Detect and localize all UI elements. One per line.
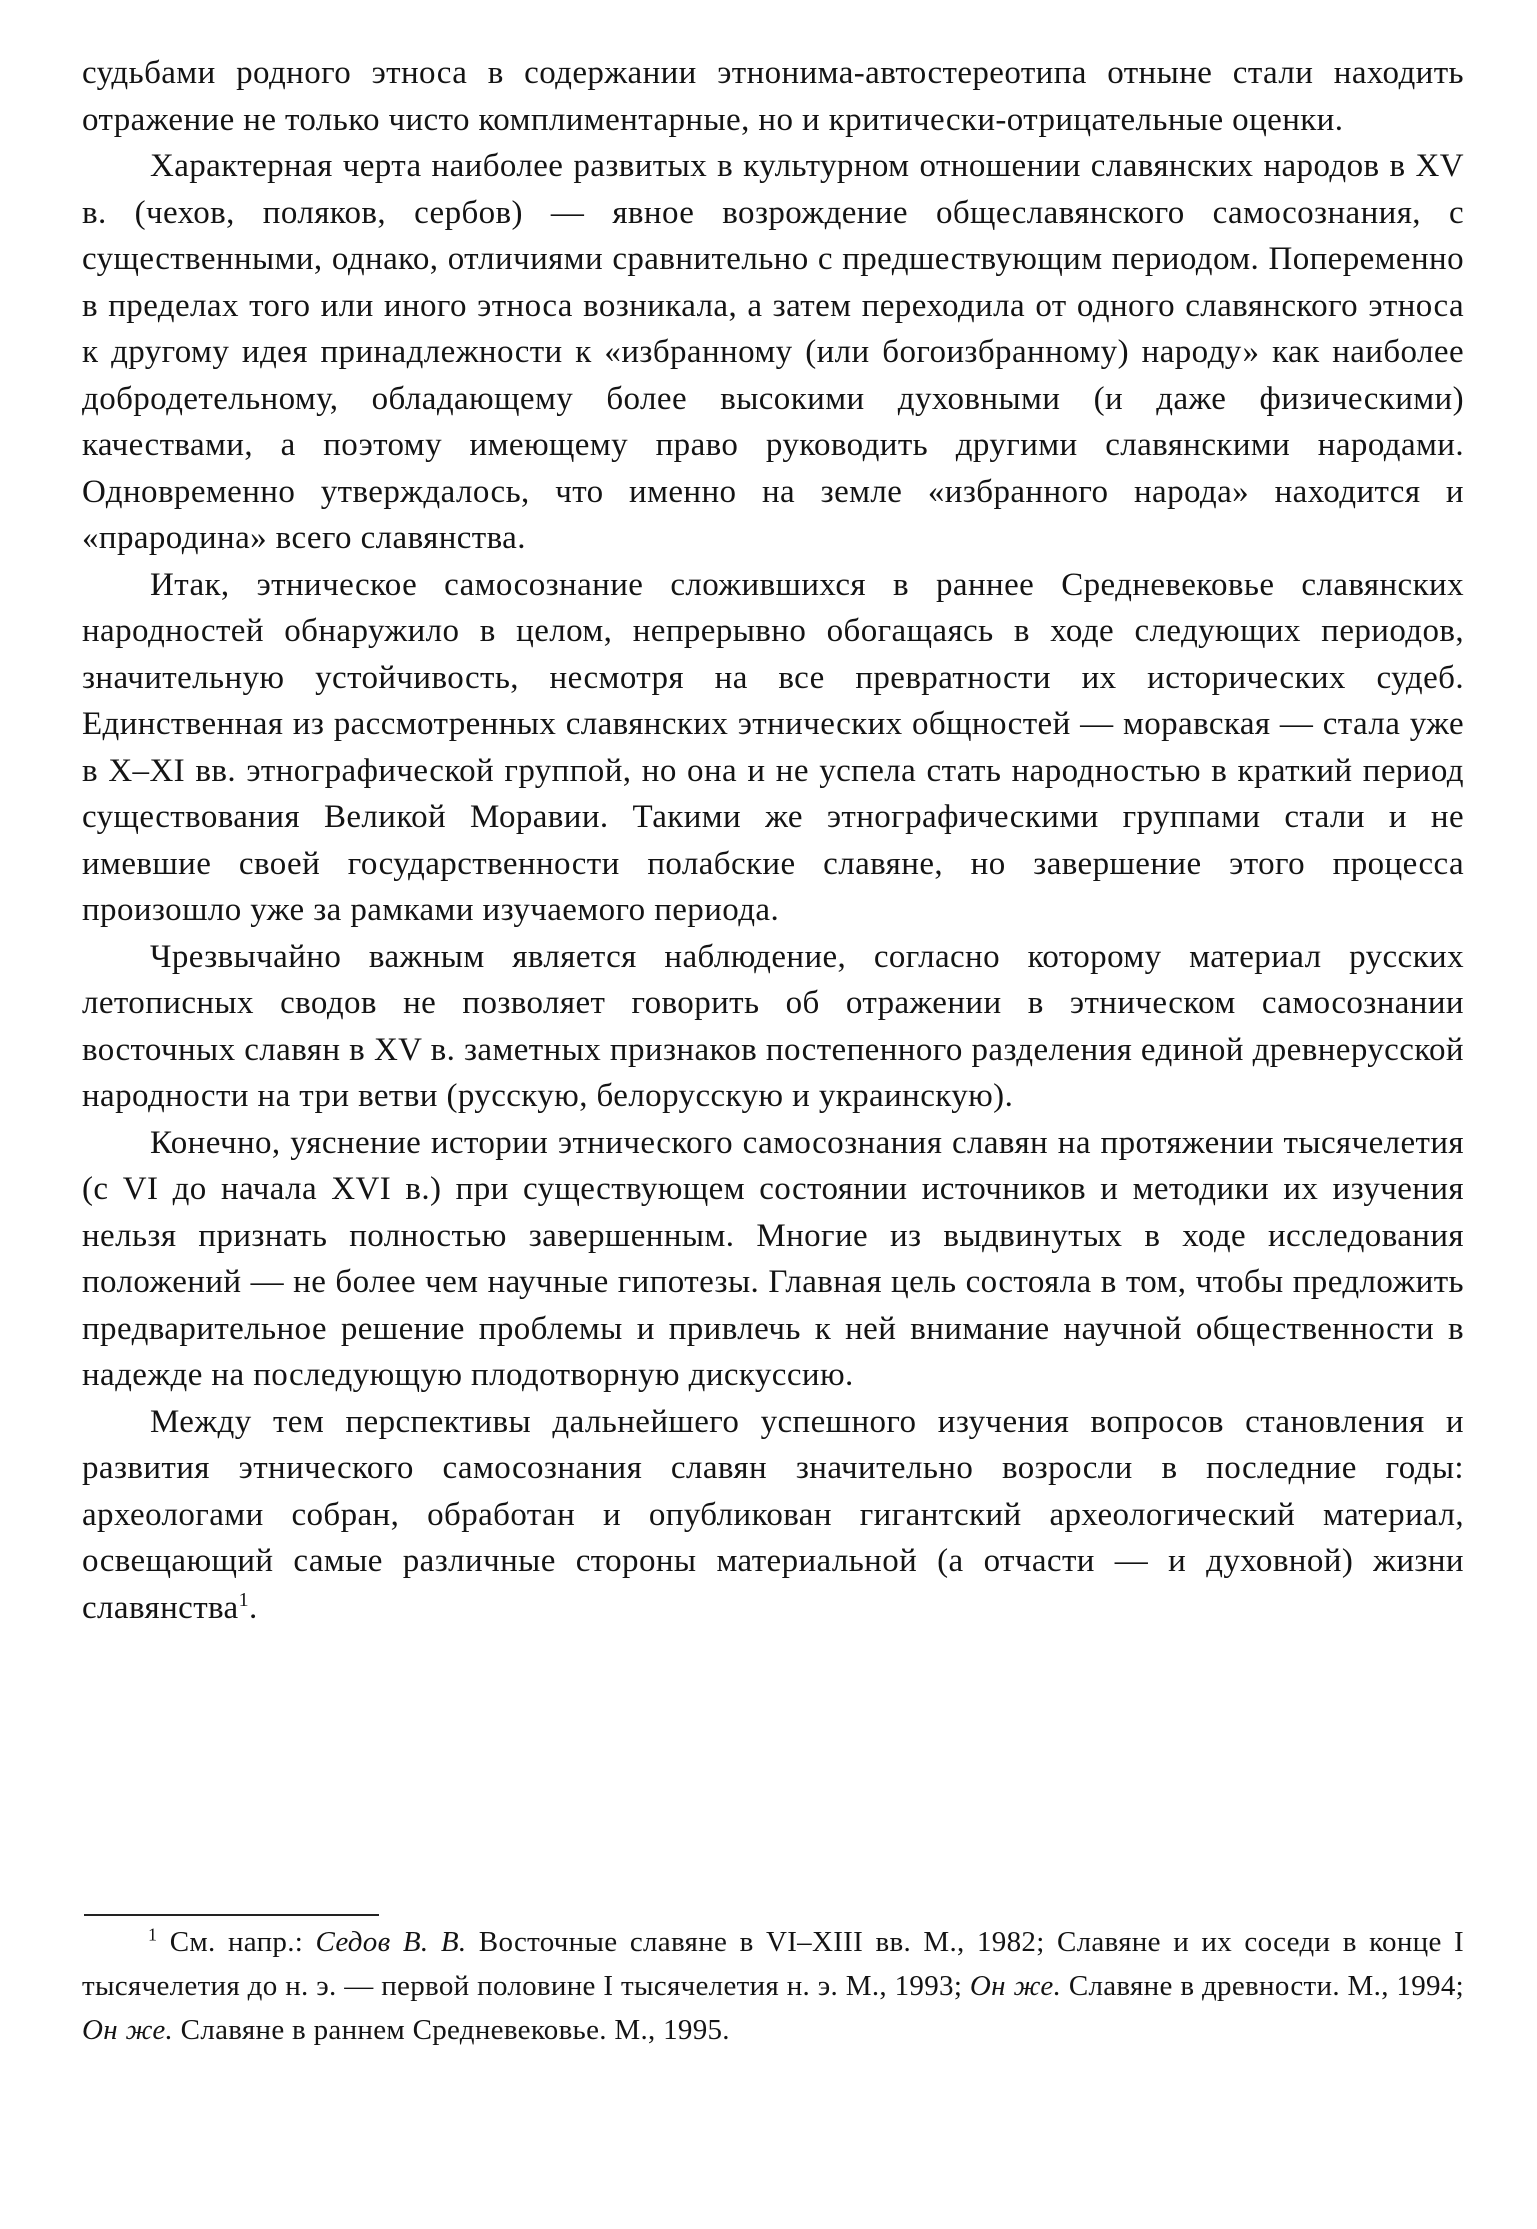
footnote-lead: См. напр.: (169, 1926, 304, 1958)
paragraph-2: Характерная черта наиболее развитых в культурном отношении славянских народов в XV в. (чехов, поляков, сербов) — явное возрождение общеславянского самосознания, с существенными, однако, отличиями сравнительно с предшествующим периодом. Попеременно в пределах того или иного этноса возникала, а затем переходила от одного славянского этноса к другому идея принадлежности к «избранному (или богоизбранному) народу» как наиболее добродетельному, обладающему более высокими духовными (и даже физическими) качествами, а поэтому имеющему право руководить другими славянскими народами. Одновременно утверждалось, что именно на земле «избранного народа» находится и «прародина» всего славянства. (82, 148, 1464, 556)
page-body (82, 50, 1464, 1631)
footnote-text-2: Славяне в древности. М., 1994; (1068, 1970, 1464, 2002)
footnote-author-2: Он же. (969, 1970, 1062, 2002)
footnote-author-1: Седов В. В. (315, 1926, 467, 1958)
footnote-text-1: Восточные славяне в VI–XIII вв. М., 1982; Славяне и их соседи в конце I тысячелетия до н. э. — первой половине I тысячелетия н. э. М., 1993; (82, 1926, 1464, 2002)
footnote-reference[interactable]: 1 (238, 1588, 250, 1611)
footnote-author-3: Он же. (82, 2014, 174, 2046)
paragraph-6: Между тем перспективы дальнейшего успешного изучения вопросов становления и развития этнического самосознания славян значительно возросли в последние годы: археологами собран, обработан и опубликован гигантский археологический материал, освещающий самые различные стороны материальной (а отчасти — и духовной) жизни славянства$^1$. (82, 1403, 1464, 1626)
paragraph-3: Итак, этническое самосознание сложившихся в раннее Средневековье славянских народностей обнаружило в целом, непрерывно обогащаясь в ходе следующих периодов, значительную устойчивость, несмотря на все превратности их исторических судеб. Единственная из рассмотренных славянских этнических общностей — моравская — стала уже в X–XI вв. этнографической группой, но она и не успела стать народностью в краткий период существования Великой Моравии. Такими же этнографическими группами стали и не имевшие своей государственности полабские славяне, но завершение этого процесса произошло уже за рамками изучаемого периода. (82, 566, 1464, 928)
footnote (82, 1920, 1464, 2052)
footnote-text-3: Славяне в раннем Средневековье. М., 1995. (180, 2014, 730, 2046)
paragraph-1: судьбами родного этноса в содержании этнонима-автостереотипа отныне стали находить отражение не только чисто комплиментарные, но и критически-отрицательные оценки. (82, 55, 1464, 138)
paragraph-5: Конечно, уяснение истории этнического самосознания славян на протяжении тысячелетия (с VI до начала XVI в.) при существующем состоянии источников и методики их изучения нельзя признать полностью завершенным. Многие из выдвинутых в ходе исследования положений — не более чем научные гипотезы. Главная цель состояла в том, чтобы предложить предварительное решение проблемы и привлечь к ней внимание научной общественности в надежде на последующую плодотворную дискуссию. (82, 1124, 1464, 1393)
footnote-marker: 1 (148, 1924, 158, 1945)
paragraph-4: Чрезвычайно важным является наблюдение, согласно которому материал русских летописных сводов не позволяет говорить об отражении в этническом самосознании восточных славян в XV в. заметных признаков постепенного разделения единой древнерусской народности на три ветви (русскую, белорусскую и украинскую). (82, 938, 1464, 1114)
paragraph-6-text: Между тем перспективы дальнейшего успешного изучения вопросов становления и развития этнического самосознания славян значительно возросли в последние годы: археологами собран, обработан и опубликован гигантский археологический материал, освещающий самые различные стороны материальной (а отчасти — и духовной) жизни славянства (82, 1403, 1464, 1626)
footnote-divider (84, 1914, 379, 1916)
